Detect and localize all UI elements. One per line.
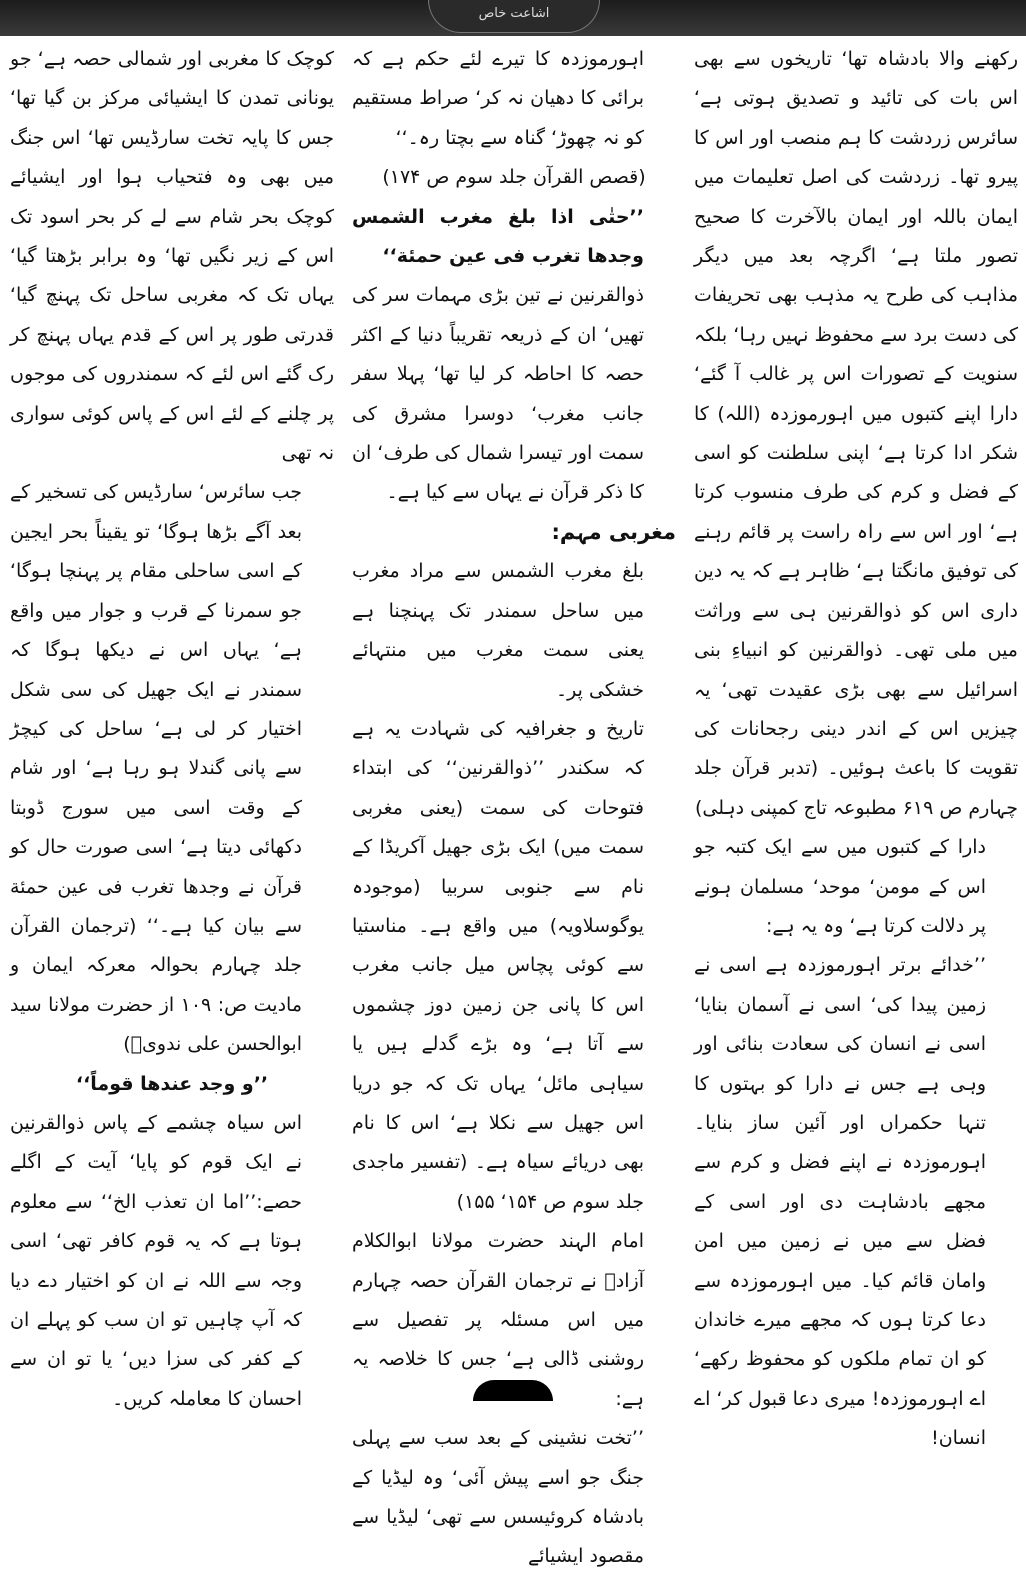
column-middle — [352, 40, 676, 1568]
paragraph: ذوالقرنین نے تین بڑی مہمات سر کی تھیں‘ ان کے ذریعہ تقریباً دنیا کے اکثر حصہ کا احاطہ کر لیا تھا‘ پہلا سفر جانب مغرب‘ دوسرا مشرق کی سمت اور تیسرا شمال کی طرف‘ ان کا ذکر قرآن نے یہاں سے کیا ہے۔ — [352, 284, 644, 504]
paragraph: بلغ مغرب الشمس سے مراد مغرب میں ساحل سمندر تک پہنچنا ہے یعنی سمت مغرب میں منتہائے خشکی پر۔ — [352, 560, 644, 701]
quote-paragraph: ’’تخت نشینی کے بعد سب سے پہلی جنگ جو اسے پیش آئی‘ وہ لیڈیا کے بادشاہ کروئیسس سے تھی‘ لیڈیا سے مقصود ایشیائے — [352, 1427, 644, 1568]
header-badge: اشاعت خاص — [428, 0, 600, 33]
paragraph: امام الہند حضرت مولانا ابوالکلام آزادؒ نے ترجمان القرآن حصہ چہارم میں اس مسئلہ پر تفصیل سے روشنی ڈالی ہے‘ جس کا خلاصہ یہ ہے: — [352, 1230, 644, 1410]
paragraph: اس سیاہ چشمے کے پاس ذوالقرنین نے ایک قوم کو پایا‘ آیت کے اگلے حصے:’’اما ان تعذب الخ‘‘ سے معلوم ہوتا ہے کہ یہ قوم کافر تھی‘ اسی وجہ سے اللہ نے ان کو اختیار دے دیا کہ آپ چاہیں تو ان سب کو پہلے ان کے کفر کی سزا دیں‘ یا تو ان سے احسان کا معاملہ کریں۔ — [10, 1111, 302, 1410]
paragraph: دارا کے کتبوں میں سے ایک کتبہ جو اس کے مومن‘ موحد‘ مسلمان ہونے پر دلالت کرتا ہے‘ وہ یہ ہے: — [694, 836, 986, 937]
verse-quote: ’’و وجد عندھا قوماً‘‘ — [75, 1072, 269, 1095]
quote-paragraph: ’’خدائے برتر اہورموزدہ ہے اسی نے زمین پیدا کی‘ اسی نے آسمان بنایا‘ اسی نے انسان کی سعادت بنائی اور وہی ہے جس نے دارا کو بہتوں کا تنہا حکمراں اور آئین ساز بنایا۔ اہورموزدہ نے اپنے فضل و کرم سے مجھے بادشاہت دی اور اسی کے فضل سے میں نے زمین میں امن وامان قائم کیا۔ میں اہورموزدہ سے دعا کرتا ہوں کہ مجھے میرے خاندان کو ان تمام ملکوں کو محفوظ رکھے‘ اے اہورموزدہ! میری دعا قبول کر‘ اے انسان! — [694, 954, 986, 1450]
quote-paragraph: اہورموزدہ کا تیرے لئے حکم ہے کہ برائی کا دھیان نہ کر‘ صراط مستقیم کو نہ چھوڑ‘ گناہ سے بچتا رہ۔‘‘ — [352, 48, 644, 149]
paragraph: تاریخ و جغرافیہ کی شہادت یہ ہے کہ سکندر ’’ذوالقرنین‘‘ کی ابتداء فتوحات کی سمت (یعنی مغربی سمت میں) ایک بڑی جھیل آکریڈا کے نام سے جنوبی سربیا (موجودہ یوگوسلاویہ) میں واقع ہے۔ مناستیا سے کوئی پچاس میل جانب مغرب اس کا پانی جن زمین دوز چشموں سے آتا ہے‘ وہ بڑے گدلے ہیں یا سیاہی مائل‘ یہاں تک کہ جو دریا اس جھیل سے نکلا ہے‘ اس کا نام بھی دریائے سیاہ ہے۔ (تفسیر ماجدی جلد سوم ص ۱۵۴‘ ۱۵۵) — [352, 717, 644, 1213]
verse-quote: ’’حتٰی اذا بلغ مغرب الشمس وجدھا تغرب فی عین حمئة‘‘ — [352, 205, 644, 268]
paragraph: رکھنے والا بادشاہ تھا‘ تاریخوں سے بھی اس بات کی تائید و تصدیق ہوتی ہے‘ سائرس زردشت کا ہم منصب اور اس کا پیرو تھا۔ زردشت کی اصل تعلیمات میں ایمان باللہ اور ایمان بالآخرت کا صحیح تصور ملتا ہے‘ اگرچہ بعد میں دیگر مذاہب کی طرح یہ مذہب بھی تحریفات کی دست برد سے محفوظ نہیں رہا‘ بلکہ سنویت کے تصورات اس پر غالب آ گئے‘ دارا اپنے کتبوں میں اہورموزدہ (اللہ) کا شکر ادا کرتا ہے‘ اپنی سلطنت کو اسی کے فضل و کرم کی طرف منسوب کرتا ہے‘ اور اس سے راہ راست پر قائم رہنے کی توفیق مانگتا ہے‘ ظاہر ہے کہ یہ دین داری اس کو ذوالقرنین ہی سے وراثت میں ملی تھی۔ ذوالقرنین کو انبیاءِ بنی اسرائیل سے بھی بڑی عقیدت تھی‘ یہ چیزیں اس کے اندر دینی رجحانات کی تقویت کا باعث ہوئیں۔ (تدبر قرآن جلد چہارم ص ۶۱۹ مطبوعہ تاج کمپنی دہلی) — [694, 48, 1018, 819]
section-heading: مغربی مہم: — [551, 519, 676, 544]
page-header-bar — [0, 0, 1026, 36]
column-left — [10, 40, 334, 1410]
citation: (قصص القرآن جلد سوم ص ۱۷۴) — [382, 166, 646, 189]
page-footer-ornament — [473, 1380, 553, 1401]
paragraph: کوچک کا مغربی اور شمالی حصہ ہے‘ جو یونانی تمدن کا ایشیائی مرکز بن گیا تھا‘ جس کا پایہ تخت سارڈیس تھا‘ اس جنگ میں بھی وہ فتحیاب ہوا اور ایشیائے کوچک بحر شام سے لے کر بحر اسود تک اس کے زیر نگیں تھا‘ وہ برابر بڑھتا گیا‘ یہاں تک کہ مغربی ساحل تک پہنچ گیا‘ قدرتی طور پر اس کے قدم یہاں پہنچ کر رک گئے اس لئے کہ سمندروں کی موجوں پر چلنے کے لئے اس کے پاس کوئی سواری نہ تھی — [10, 48, 334, 465]
article-body — [8, 40, 1018, 1568]
paragraph: جب سائرس‘ سارڈیس کی تسخیر کے بعد آگے بڑھا ہوگا‘ تو یقیناً بحر ایجین کے اسی ساحلی مقام پر پہنچا ہوگا‘ جو سمرنا کے قرب و جوار میں واقع ہے‘ یہاں اس نے دیکھا ہوگا کہ سمندر نے ایک جھیل کی سی شکل اختیار کر لی ہے‘ ساحل کی کیچڑ سے پانی گندلا ہو رہا ہے‘ اور شام کے وقت اسی میں سورج ڈوبتا دکھائی دیتا ہے‘ اسی صورت حال کو قرآن نے وجدھا تغرب فی عین حمئة سے بیان کیا ہے۔‘‘ (ترجمان القرآن جلد چہارم بحوالہ معرکہ ایمان و مادیت ص: ۱۰۹ از حضرت مولانا سید ابوالحسن علی ندویؒ) — [10, 481, 302, 1056]
column-right — [694, 40, 1018, 1450]
